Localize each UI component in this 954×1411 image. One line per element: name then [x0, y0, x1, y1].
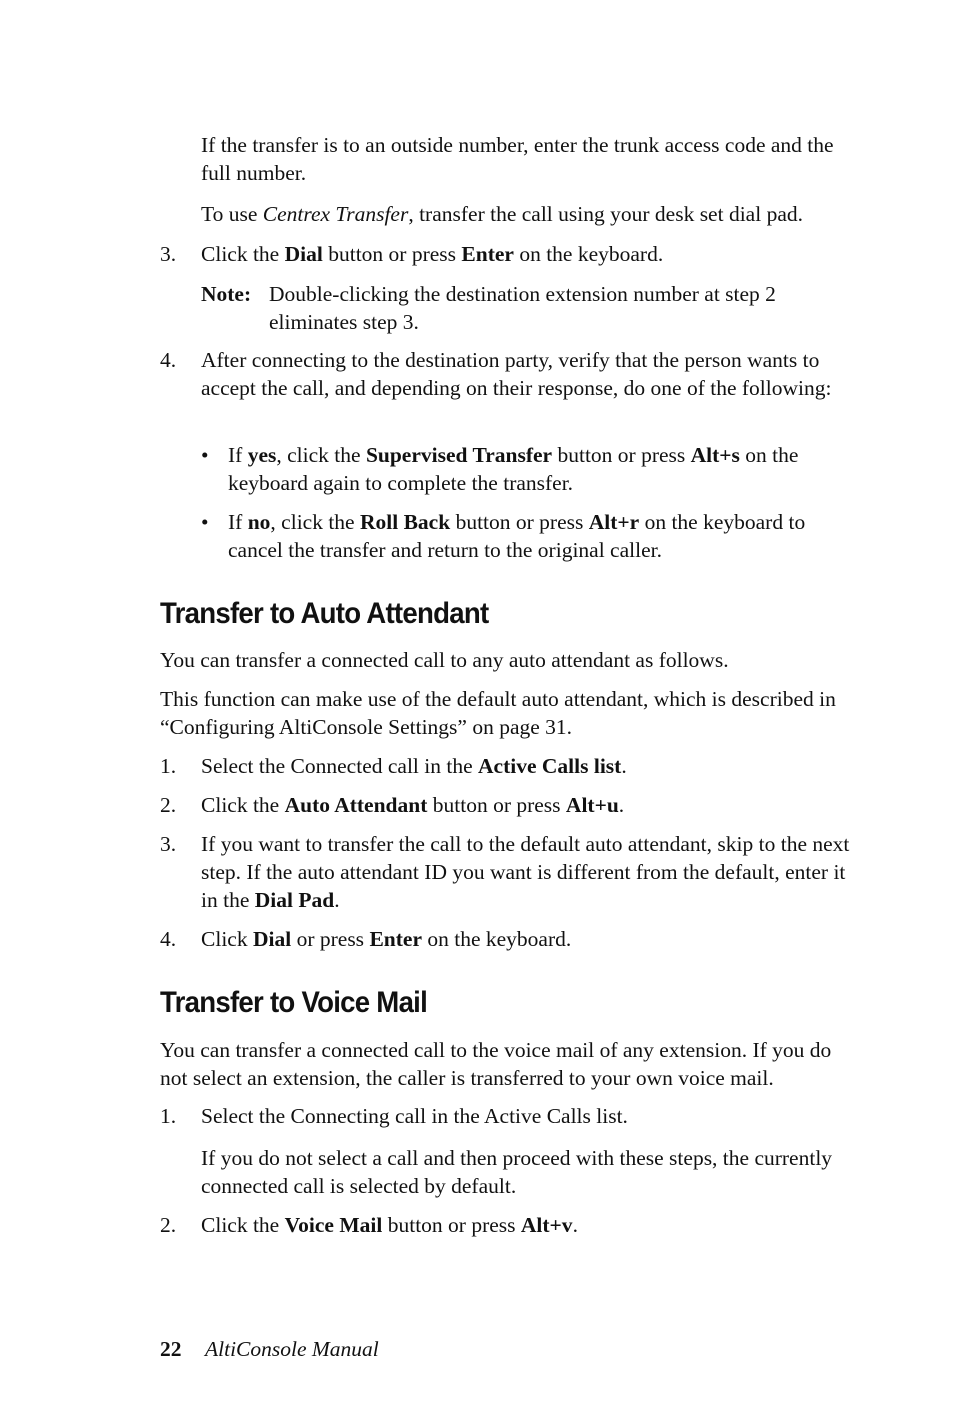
- bullet-icon: •: [201, 510, 209, 534]
- note-text: Double-clicking the destination extension number at step 2 eliminates step 3.: [269, 282, 776, 334]
- bullet-icon: •: [201, 443, 209, 467]
- note-label: Note:: [201, 282, 252, 306]
- auto-step-1-text: Select the Connected call in the Active Calls list.: [201, 754, 627, 778]
- manual-title: AltiConsole Manual: [205, 1337, 379, 1361]
- auto-attendant-intro: You can transfer a connected call to any auto attendant as follows.: [160, 648, 729, 672]
- voice-step-2-text: Click the Voice Mail button or press Alt+v.: [201, 1213, 578, 1237]
- paragraph-centrex-transfer: To use Centrex Transfer, transfer the call using your desk set dial pad.: [201, 202, 803, 226]
- voice-mail-intro: You can transfer a connected call to the voice mail of any extension. If you do not select an extension, the caller is transferred to your own voice mail.: [160, 1038, 832, 1090]
- step-3-text: Click the Dial button or press Enter on the keyboard.: [201, 242, 664, 266]
- step-number: 2.: [160, 793, 177, 817]
- auto-attendant-paragraph: This function can make use of the default auto attendant, which is described in “Configuring AltiConsole Settings” on page 31.: [160, 687, 836, 739]
- step-number: 1.: [160, 1104, 177, 1128]
- step-number: 4.: [160, 927, 177, 951]
- voice-step-1-subtext: If you do not select a call and then proceed with these steps, the currently connected call is selected by default.: [201, 1146, 833, 1198]
- step-number: 4.: [160, 348, 177, 372]
- auto-step-2-text: Click the Auto Attendant button or press Alt+u.: [201, 793, 625, 817]
- page-number: 22: [160, 1337, 182, 1361]
- voice-step-1-text: Select the Connecting call in the Active Calls list.: [201, 1104, 628, 1128]
- step-number: 3.: [160, 832, 177, 856]
- step-number: 3.: [160, 242, 177, 266]
- bullet-yes-text: If yes, click the Supervised Transfer button or press Alt+s on the keyboard again to complete the transfer.: [228, 443, 799, 495]
- auto-step-4-text: Click Dial or press Enter on the keyboard.: [201, 927, 572, 951]
- step-number: 1.: [160, 754, 177, 778]
- emphasis-centrex-transfer: Centrex Transfer: [262, 202, 409, 226]
- section-heading-voice-mail: Transfer to Voice Mail: [160, 986, 428, 1019]
- section-heading-auto-attendant: Transfer to Auto Attendant: [160, 597, 489, 630]
- step-4-text: After connecting to the destination party, verify that the person wants to accept the call, and depending on their response, do one of the following:: [201, 348, 832, 400]
- paragraph-outside-number: If the transfer is to an outside number, enter the trunk access code and the full number.: [201, 133, 834, 185]
- step-number: 2.: [160, 1213, 177, 1237]
- auto-step-3-text: If you want to transfer the call to the default auto attendant, skip to the next step. If the auto attendant ID you want is different from the default, enter it in the Dial Pad.: [201, 832, 850, 912]
- bullet-no-text: If no, click the Roll Back button or press Alt+r on the keyboard to cancel the transfer and return to the original caller.: [228, 510, 806, 562]
